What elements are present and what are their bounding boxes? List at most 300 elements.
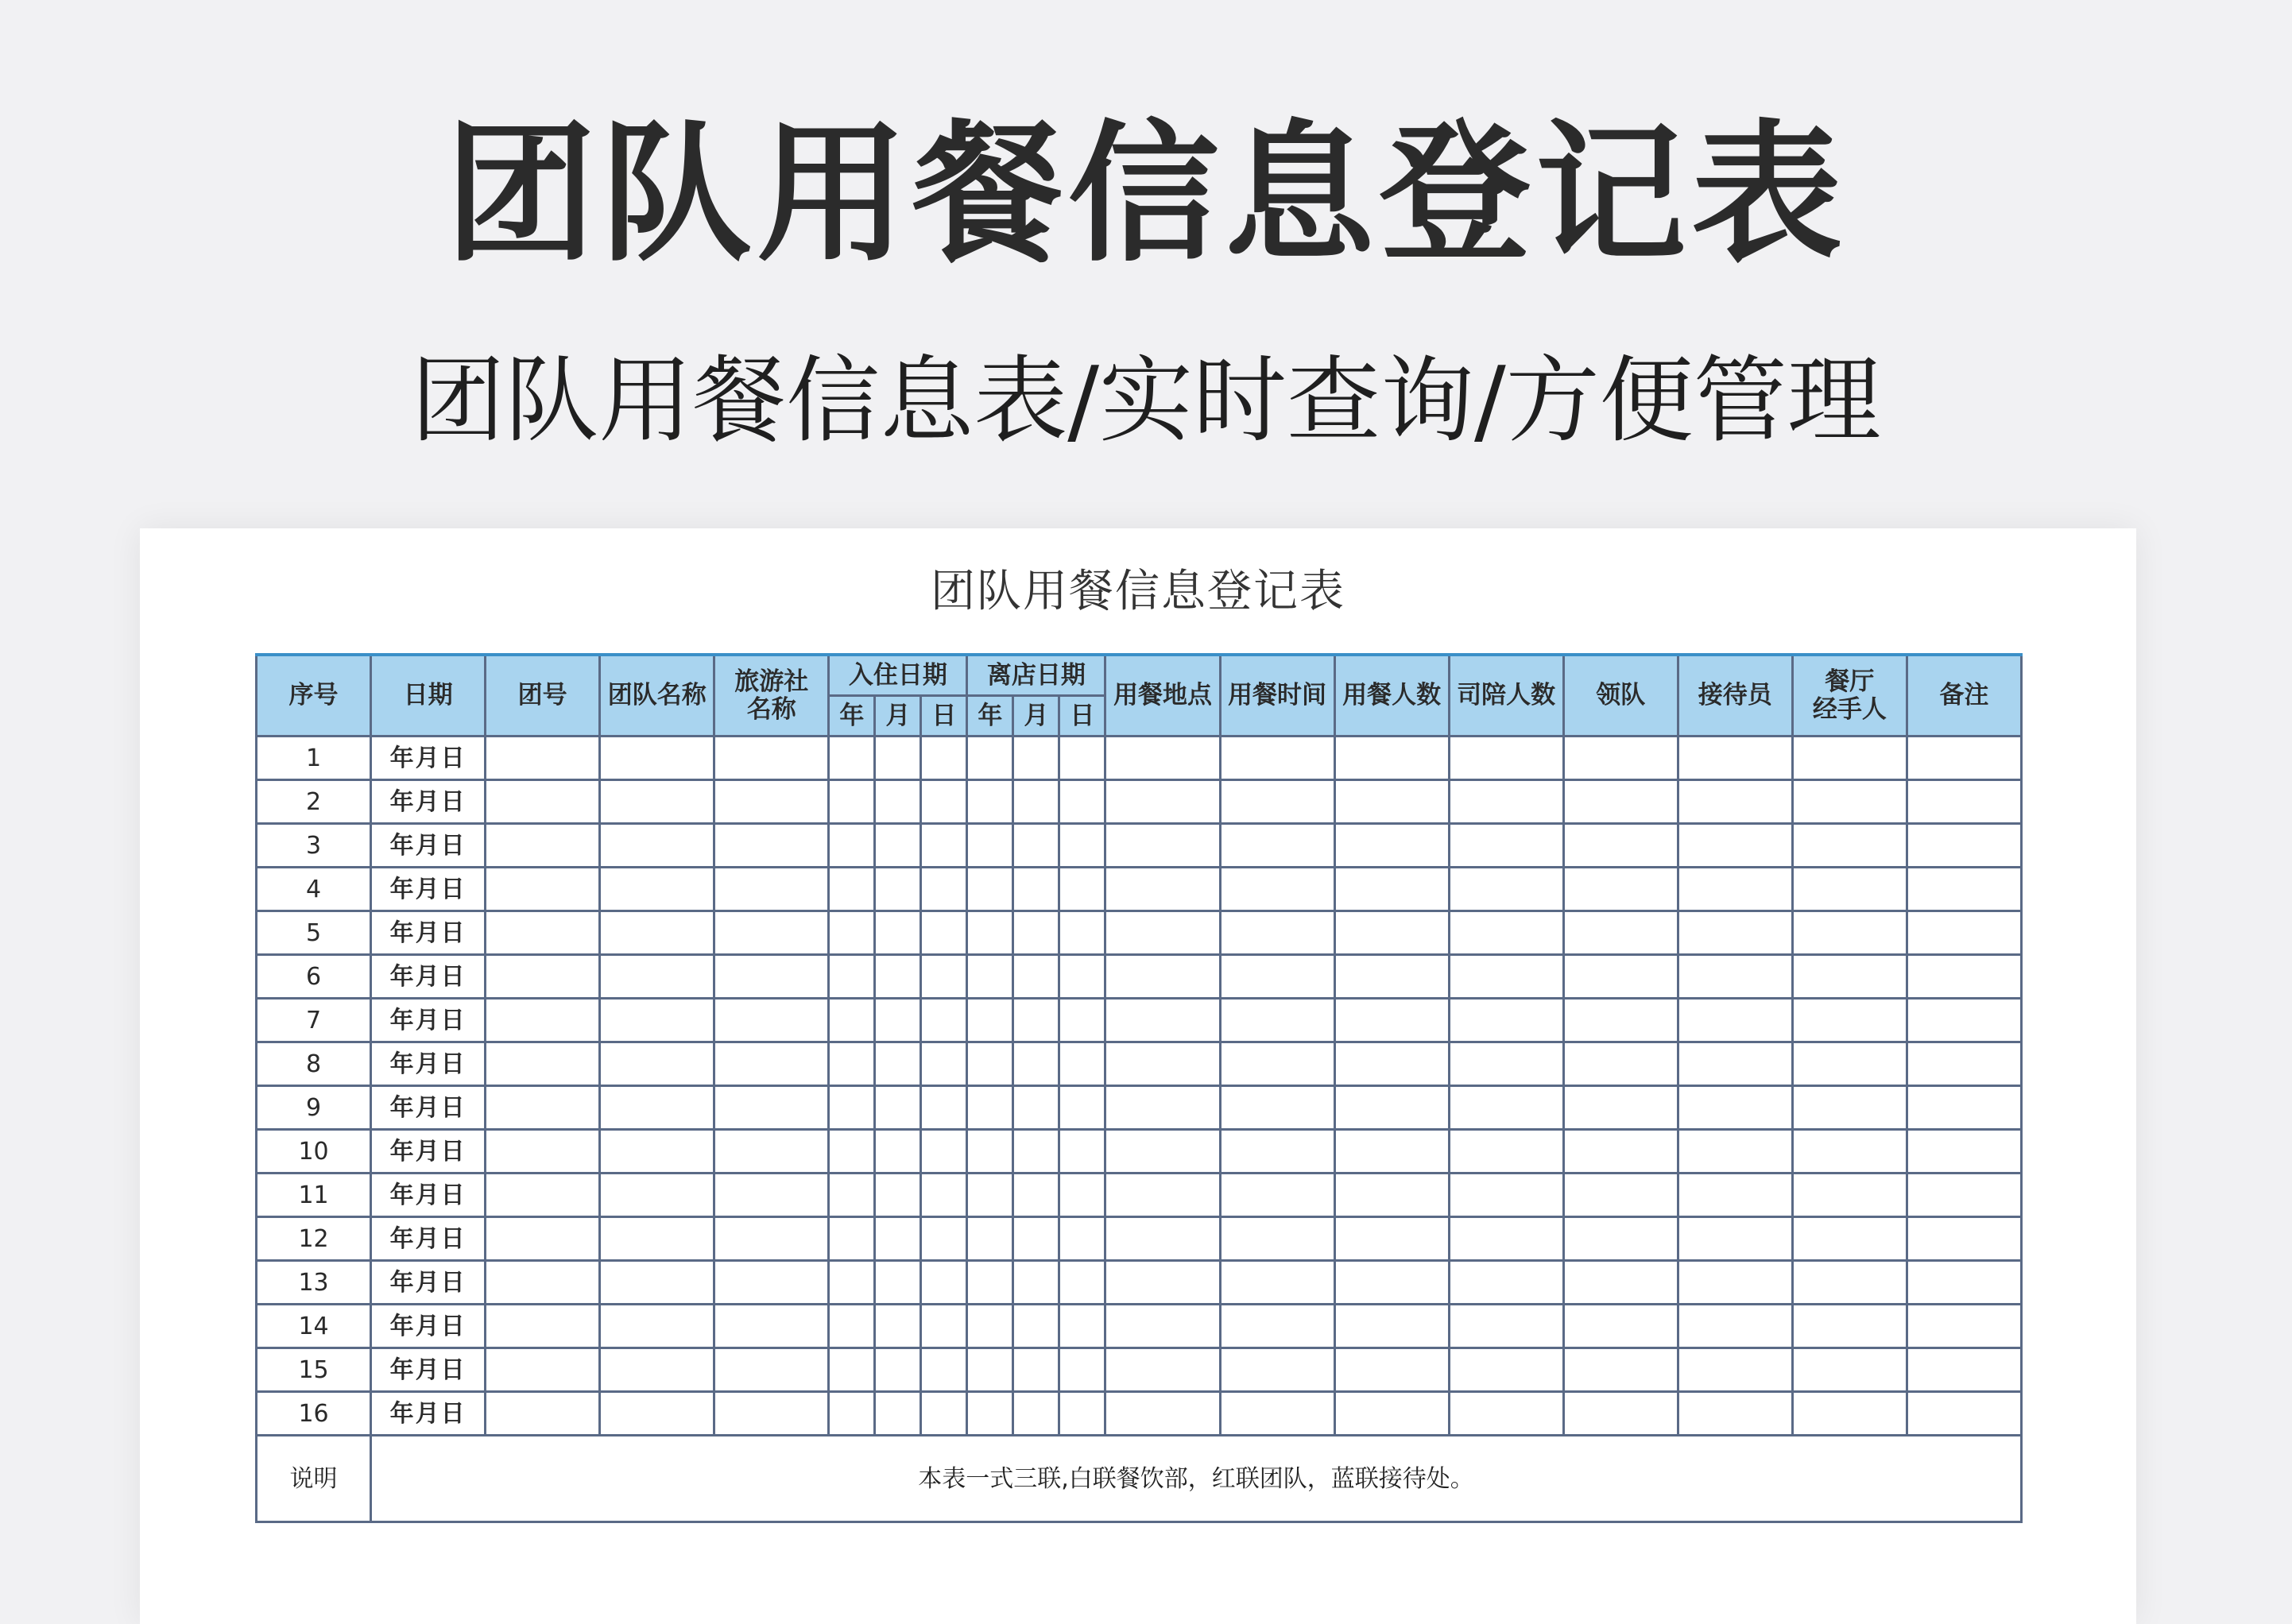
row-cell[interactable] <box>1678 737 1792 780</box>
row-cell[interactable] <box>921 1348 967 1392</box>
row-cell[interactable] <box>1059 737 1105 780</box>
header-diners: 用餐人数 <box>1334 655 1449 737</box>
row-cell[interactable] <box>921 780 967 824</box>
row-cell[interactable] <box>1059 1305 1105 1348</box>
row-cell[interactable] <box>1220 955 1334 999</box>
row-cell[interactable] <box>1013 1348 1059 1392</box>
row-cell[interactable] <box>1449 824 1563 868</box>
row-cell[interactable] <box>714 1217 829 1261</box>
row-cell[interactable] <box>600 1261 714 1305</box>
row-cell[interactable] <box>1220 824 1334 868</box>
row-cell[interactable] <box>1907 1392 2021 1436</box>
row-cell[interactable] <box>486 911 600 955</box>
row-cell[interactable] <box>1334 737 1449 780</box>
header-remarks: 备注 <box>1907 655 2021 737</box>
row-cell[interactable] <box>600 1217 714 1261</box>
row-cell[interactable] <box>1792 911 1907 955</box>
row-cell[interactable] <box>1678 1392 1792 1436</box>
row-cell[interactable] <box>486 999 600 1042</box>
row-cell[interactable] <box>1013 1392 1059 1436</box>
row-cell[interactable] <box>921 1261 967 1305</box>
row-cell[interactable] <box>1792 780 1907 824</box>
row-cell[interactable] <box>1059 1261 1105 1305</box>
row-cell[interactable] <box>1907 868 2021 911</box>
row-cell[interactable] <box>1220 999 1334 1042</box>
row-cell[interactable] <box>1907 1261 2021 1305</box>
row-cell[interactable] <box>1334 1042 1449 1086</box>
row-cell[interactable] <box>600 955 714 999</box>
row-cell[interactable] <box>1059 780 1105 824</box>
row-cell[interactable] <box>1105 737 1220 780</box>
row-cell[interactable] <box>1678 1130 1792 1174</box>
row-cell[interactable] <box>1792 1217 1907 1261</box>
row-cell[interactable] <box>1220 1261 1334 1305</box>
row-cell[interactable] <box>600 1392 714 1436</box>
row-cell[interactable] <box>600 911 714 955</box>
header-checkout-date: 离店日期 <box>967 655 1105 696</box>
row-cell[interactable] <box>921 1217 967 1261</box>
row-cell[interactable] <box>714 824 829 868</box>
row-cell[interactable] <box>1449 1086 1563 1130</box>
row-cell[interactable] <box>1678 1174 1792 1217</box>
row-cell[interactable] <box>829 1392 875 1436</box>
row-cell[interactable] <box>1907 1174 2021 1217</box>
row-cell[interactable] <box>1907 999 2021 1042</box>
row-cell[interactable] <box>1334 1086 1449 1130</box>
row-cell[interactable] <box>875 1392 921 1436</box>
row-cell[interactable] <box>829 1305 875 1348</box>
row-cell[interactable] <box>1105 1261 1220 1305</box>
row-cell[interactable] <box>1907 1130 2021 1174</box>
row-cell[interactable] <box>1334 1261 1449 1305</box>
row-cell[interactable] <box>1563 824 1678 868</box>
row-cell[interactable] <box>486 1348 600 1392</box>
row-cell[interactable] <box>486 1217 600 1261</box>
row-cell[interactable] <box>1907 1042 2021 1086</box>
row-cell[interactable] <box>1220 911 1334 955</box>
row-cell[interactable] <box>1059 955 1105 999</box>
row-cell[interactable] <box>1792 1392 1907 1436</box>
row-date: 年月日 <box>371 868 486 911</box>
row-cell[interactable] <box>1678 1305 1792 1348</box>
row-cell[interactable] <box>921 824 967 868</box>
row-cell[interactable] <box>1105 1174 1220 1217</box>
row-cell[interactable] <box>486 737 600 780</box>
row-cell[interactable] <box>829 1261 875 1305</box>
row-cell[interactable] <box>714 1130 829 1174</box>
row-cell[interactable] <box>1220 1042 1334 1086</box>
row-cell[interactable] <box>829 1217 875 1261</box>
row-cell[interactable] <box>1449 1305 1563 1348</box>
row-cell[interactable] <box>1678 1348 1792 1392</box>
header-checkin-year: 年 <box>829 696 875 737</box>
row-cell[interactable] <box>486 955 600 999</box>
row-cell[interactable] <box>1334 911 1449 955</box>
row-cell[interactable] <box>1449 1348 1563 1392</box>
row-cell[interactable] <box>714 1348 829 1392</box>
row-cell[interactable] <box>1907 1305 2021 1348</box>
table-row <box>257 999 2022 1042</box>
row-cell[interactable] <box>486 780 600 824</box>
row-cell[interactable] <box>1678 1042 1792 1086</box>
row-cell[interactable] <box>875 999 921 1042</box>
row-cell[interactable] <box>1105 955 1220 999</box>
row-cell[interactable] <box>1907 955 2021 999</box>
table-row <box>257 1174 2022 1217</box>
row-cell[interactable] <box>829 868 875 911</box>
row-cell[interactable] <box>1678 1086 1792 1130</box>
row-cell[interactable] <box>1907 911 2021 955</box>
row-seq: 5 <box>257 911 371 955</box>
row-cell[interactable] <box>829 737 875 780</box>
row-cell[interactable] <box>1059 824 1105 868</box>
row-cell[interactable] <box>1563 1174 1678 1217</box>
row-cell[interactable] <box>967 1305 1013 1348</box>
row-cell[interactable] <box>1013 999 1059 1042</box>
row-cell[interactable] <box>1563 1130 1678 1174</box>
row-cell[interactable] <box>1563 1392 1678 1436</box>
row-cell[interactable] <box>714 1086 829 1130</box>
row-cell[interactable] <box>1678 780 1792 824</box>
row-cell[interactable] <box>1678 1261 1792 1305</box>
row-cell[interactable] <box>1907 1217 2021 1261</box>
row-cell[interactable] <box>1059 1174 1105 1217</box>
header-leader: 领队 <box>1563 655 1678 737</box>
row-cell[interactable] <box>1792 955 1907 999</box>
row-cell[interactable] <box>1563 955 1678 999</box>
row-cell[interactable] <box>967 999 1013 1042</box>
row-cell[interactable] <box>1105 1042 1220 1086</box>
row-cell[interactable] <box>1563 868 1678 911</box>
row-cell[interactable] <box>1013 1261 1059 1305</box>
row-cell[interactable] <box>1563 1217 1678 1261</box>
row-cell[interactable] <box>875 1130 921 1174</box>
table-row <box>257 1261 2022 1305</box>
row-cell[interactable] <box>1334 824 1449 868</box>
row-cell[interactable] <box>967 780 1013 824</box>
row-cell[interactable] <box>967 1042 1013 1086</box>
row-cell[interactable] <box>875 1086 921 1130</box>
row-cell[interactable] <box>967 1392 1013 1436</box>
row-cell[interactable] <box>967 868 1013 911</box>
row-cell[interactable] <box>1220 780 1334 824</box>
row-cell[interactable] <box>829 1042 875 1086</box>
row-cell[interactable] <box>486 1305 600 1348</box>
row-cell[interactable] <box>921 737 967 780</box>
row-cell[interactable] <box>967 1086 1013 1130</box>
row-cell[interactable] <box>1059 868 1105 911</box>
row-cell[interactable] <box>1013 911 1059 955</box>
row-cell[interactable] <box>1220 1305 1334 1348</box>
row-cell[interactable] <box>1792 824 1907 868</box>
row-cell[interactable] <box>921 1130 967 1174</box>
row-cell[interactable] <box>875 780 921 824</box>
table-row <box>257 1086 2022 1130</box>
row-cell[interactable] <box>1105 780 1220 824</box>
row-cell[interactable] <box>1013 1305 1059 1348</box>
row-cell[interactable] <box>921 1174 967 1217</box>
row-cell[interactable] <box>1013 955 1059 999</box>
row-cell[interactable] <box>1563 780 1678 824</box>
row-cell[interactable] <box>714 955 829 999</box>
row-cell[interactable] <box>875 868 921 911</box>
row-cell[interactable] <box>1792 1348 1907 1392</box>
row-cell[interactable] <box>829 1130 875 1174</box>
row-cell[interactable] <box>1059 999 1105 1042</box>
header-receptionist: 接待员 <box>1678 655 1792 737</box>
row-cell[interactable] <box>1334 1174 1449 1217</box>
row-cell[interactable] <box>1449 911 1563 955</box>
row-cell[interactable] <box>1449 737 1563 780</box>
row-cell[interactable] <box>1563 737 1678 780</box>
row-cell[interactable] <box>486 1261 600 1305</box>
row-cell[interactable] <box>1059 1130 1105 1174</box>
row-cell[interactable] <box>829 999 875 1042</box>
row-cell[interactable] <box>1792 1086 1907 1130</box>
row-cell[interactable] <box>829 955 875 999</box>
row-cell[interactable] <box>1678 911 1792 955</box>
row-cell[interactable] <box>600 1042 714 1086</box>
row-cell[interactable] <box>1105 824 1220 868</box>
row-cell[interactable] <box>1792 1174 1907 1217</box>
row-cell[interactable] <box>829 1174 875 1217</box>
row-cell[interactable] <box>1105 911 1220 955</box>
row-cell[interactable] <box>486 1086 600 1130</box>
row-cell[interactable] <box>921 911 967 955</box>
row-cell[interactable] <box>967 1130 1013 1174</box>
row-cell[interactable] <box>921 1392 967 1436</box>
row-cell[interactable] <box>967 737 1013 780</box>
row-cell[interactable] <box>1013 780 1059 824</box>
row-cell[interactable] <box>1334 1130 1449 1174</box>
hero-title: 团队用餐信息登记表 <box>444 106 1847 282</box>
row-cell[interactable] <box>1105 868 1220 911</box>
row-cell[interactable] <box>829 824 875 868</box>
header-checkout-month: 月 <box>1013 696 1059 737</box>
row-cell[interactable] <box>486 1392 600 1436</box>
row-cell[interactable] <box>829 1086 875 1130</box>
row-cell[interactable] <box>1907 824 2021 868</box>
row-cell[interactable] <box>875 824 921 868</box>
row-cell[interactable] <box>1105 999 1220 1042</box>
row-cell[interactable] <box>1449 1130 1563 1174</box>
row-cell[interactable] <box>600 737 714 780</box>
row-cell[interactable] <box>967 1261 1013 1305</box>
row-cell[interactable] <box>1220 1086 1334 1130</box>
row-cell[interactable] <box>1678 824 1792 868</box>
table-row <box>257 1042 2022 1086</box>
row-cell[interactable] <box>875 1217 921 1261</box>
row-cell[interactable] <box>486 1042 600 1086</box>
row-cell[interactable] <box>1059 1392 1105 1436</box>
row-cell[interactable] <box>1334 1305 1449 1348</box>
row-cell[interactable] <box>600 999 714 1042</box>
row-cell[interactable] <box>1563 1348 1678 1392</box>
row-cell[interactable] <box>600 868 714 911</box>
row-cell[interactable] <box>1334 780 1449 824</box>
row-cell[interactable] <box>714 999 829 1042</box>
row-cell[interactable] <box>1334 1392 1449 1436</box>
row-cell[interactable] <box>1059 911 1105 955</box>
row-cell[interactable] <box>1105 1217 1220 1261</box>
header-checkin-day: 日 <box>921 696 967 737</box>
row-cell[interactable] <box>1678 955 1792 999</box>
row-cell[interactable] <box>714 780 829 824</box>
row-cell[interactable] <box>1059 1348 1105 1392</box>
row-cell[interactable] <box>875 737 921 780</box>
row-cell[interactable] <box>921 868 967 911</box>
row-cell[interactable] <box>1220 868 1334 911</box>
row-cell[interactable] <box>1449 1217 1563 1261</box>
row-cell[interactable] <box>1678 1217 1792 1261</box>
row-cell[interactable] <box>1563 1305 1678 1348</box>
row-cell[interactable] <box>1449 999 1563 1042</box>
row-cell[interactable] <box>1449 1042 1563 1086</box>
row-cell[interactable] <box>600 824 714 868</box>
note-label: 说明 <box>257 1436 371 1522</box>
row-cell[interactable] <box>486 824 600 868</box>
row-cell[interactable] <box>1792 868 1907 911</box>
row-cell[interactable] <box>1563 911 1678 955</box>
row-cell[interactable] <box>875 1261 921 1305</box>
row-cell[interactable] <box>1563 1261 1678 1305</box>
row-cell[interactable] <box>486 868 600 911</box>
row-cell[interactable] <box>1220 1130 1334 1174</box>
row-cell[interactable] <box>1678 999 1792 1042</box>
row-cell[interactable] <box>875 1042 921 1086</box>
row-cell[interactable] <box>600 1305 714 1348</box>
row-cell[interactable] <box>875 1305 921 1348</box>
row-cell[interactable] <box>1059 1217 1105 1261</box>
sheet-title: 团队用餐信息登记表 <box>931 566 1345 617</box>
row-cell[interactable] <box>1907 780 2021 824</box>
header-group-name: 团队名称 <box>600 655 714 737</box>
row-cell[interactable] <box>1907 1086 2021 1130</box>
row-cell[interactable] <box>1013 737 1059 780</box>
row-cell[interactable] <box>1449 780 1563 824</box>
row-cell[interactable] <box>1059 1042 1105 1086</box>
row-cell[interactable] <box>1059 1086 1105 1130</box>
row-cell[interactable] <box>1220 1217 1334 1261</box>
row-cell[interactable] <box>714 1261 829 1305</box>
row-cell[interactable] <box>1563 1086 1678 1130</box>
row-cell[interactable] <box>1678 868 1792 911</box>
row-cell[interactable] <box>1334 955 1449 999</box>
row-cell[interactable] <box>875 1348 921 1392</box>
row-cell[interactable] <box>1449 868 1563 911</box>
row-cell[interactable] <box>875 955 921 999</box>
row-cell[interactable] <box>1013 1086 1059 1130</box>
row-cell[interactable] <box>967 1174 1013 1217</box>
row-cell[interactable] <box>714 1392 829 1436</box>
row-cell[interactable] <box>486 1130 600 1174</box>
row-cell[interactable] <box>600 1086 714 1130</box>
row-cell[interactable] <box>600 1174 714 1217</box>
row-cell[interactable] <box>714 1305 829 1348</box>
row-cell[interactable] <box>1449 1174 1563 1217</box>
row-seq: 4 <box>257 868 371 911</box>
row-seq: 11 <box>257 1174 371 1217</box>
row-cell[interactable] <box>1220 1174 1334 1217</box>
row-cell[interactable] <box>1013 1217 1059 1261</box>
row-cell[interactable] <box>829 780 875 824</box>
row-cell[interactable] <box>1334 999 1449 1042</box>
row-cell[interactable] <box>1105 1086 1220 1130</box>
row-cell[interactable] <box>714 737 829 780</box>
row-cell[interactable] <box>1449 1392 1563 1436</box>
row-cell[interactable] <box>967 1217 1013 1261</box>
row-cell[interactable] <box>921 1042 967 1086</box>
header-restaurant-handler-line2: 经手人 <box>1812 694 1887 724</box>
row-cell[interactable] <box>1449 1261 1563 1305</box>
row-cell[interactable] <box>1792 1261 1907 1305</box>
row-cell[interactable] <box>1220 1348 1334 1392</box>
row-cell[interactable] <box>714 1042 829 1086</box>
row-cell[interactable] <box>921 999 967 1042</box>
row-cell[interactable] <box>486 1174 600 1217</box>
row-cell[interactable] <box>921 1086 967 1130</box>
table-row <box>257 1348 2022 1392</box>
row-cell[interactable] <box>1013 1174 1059 1217</box>
row-cell[interactable] <box>1013 824 1059 868</box>
row-cell[interactable] <box>1105 1392 1220 1436</box>
row-cell[interactable] <box>967 955 1013 999</box>
row-cell[interactable] <box>1105 1305 1220 1348</box>
row-cell[interactable] <box>1105 1348 1220 1392</box>
row-cell[interactable] <box>1449 955 1563 999</box>
row-cell[interactable] <box>1792 1042 1907 1086</box>
row-cell[interactable] <box>1334 868 1449 911</box>
row-cell[interactable] <box>1563 999 1678 1042</box>
row-seq: 2 <box>257 780 371 824</box>
row-cell[interactable] <box>967 1348 1013 1392</box>
row-cell[interactable] <box>875 911 921 955</box>
row-cell[interactable] <box>1907 737 2021 780</box>
table-row <box>257 737 2022 780</box>
row-cell[interactable] <box>600 1130 714 1174</box>
row-cell[interactable] <box>1013 1130 1059 1174</box>
row-cell[interactable] <box>600 780 714 824</box>
row-cell[interactable] <box>1792 1305 1907 1348</box>
row-cell[interactable] <box>875 1174 921 1217</box>
row-cell[interactable] <box>1013 1042 1059 1086</box>
row-cell[interactable] <box>1792 737 1907 780</box>
row-cell[interactable] <box>1563 1042 1678 1086</box>
row-cell[interactable] <box>600 1348 714 1392</box>
row-cell[interactable] <box>921 1305 967 1348</box>
row-cell[interactable] <box>714 1174 829 1217</box>
header-checkin-date: 入住日期 <box>829 655 967 696</box>
row-cell[interactable] <box>1013 868 1059 911</box>
row-cell[interactable] <box>1907 1348 2021 1392</box>
row-cell[interactable] <box>829 911 875 955</box>
row-cell[interactable] <box>1792 1130 1907 1174</box>
row-cell[interactable] <box>714 868 829 911</box>
row-cell[interactable] <box>967 824 1013 868</box>
row-cell[interactable] <box>967 911 1013 955</box>
row-cell[interactable] <box>714 911 829 955</box>
row-cell[interactable] <box>921 955 967 999</box>
row-cell[interactable] <box>1334 1217 1449 1261</box>
row-cell[interactable] <box>1792 999 1907 1042</box>
row-cell[interactable] <box>1220 737 1334 780</box>
row-seq: 13 <box>257 1261 371 1305</box>
row-cell[interactable] <box>829 1348 875 1392</box>
row-cell[interactable] <box>1105 1130 1220 1174</box>
row-cell[interactable] <box>1220 1392 1334 1436</box>
row-date: 年月日 <box>371 1086 486 1130</box>
row-cell[interactable] <box>1334 1348 1449 1392</box>
